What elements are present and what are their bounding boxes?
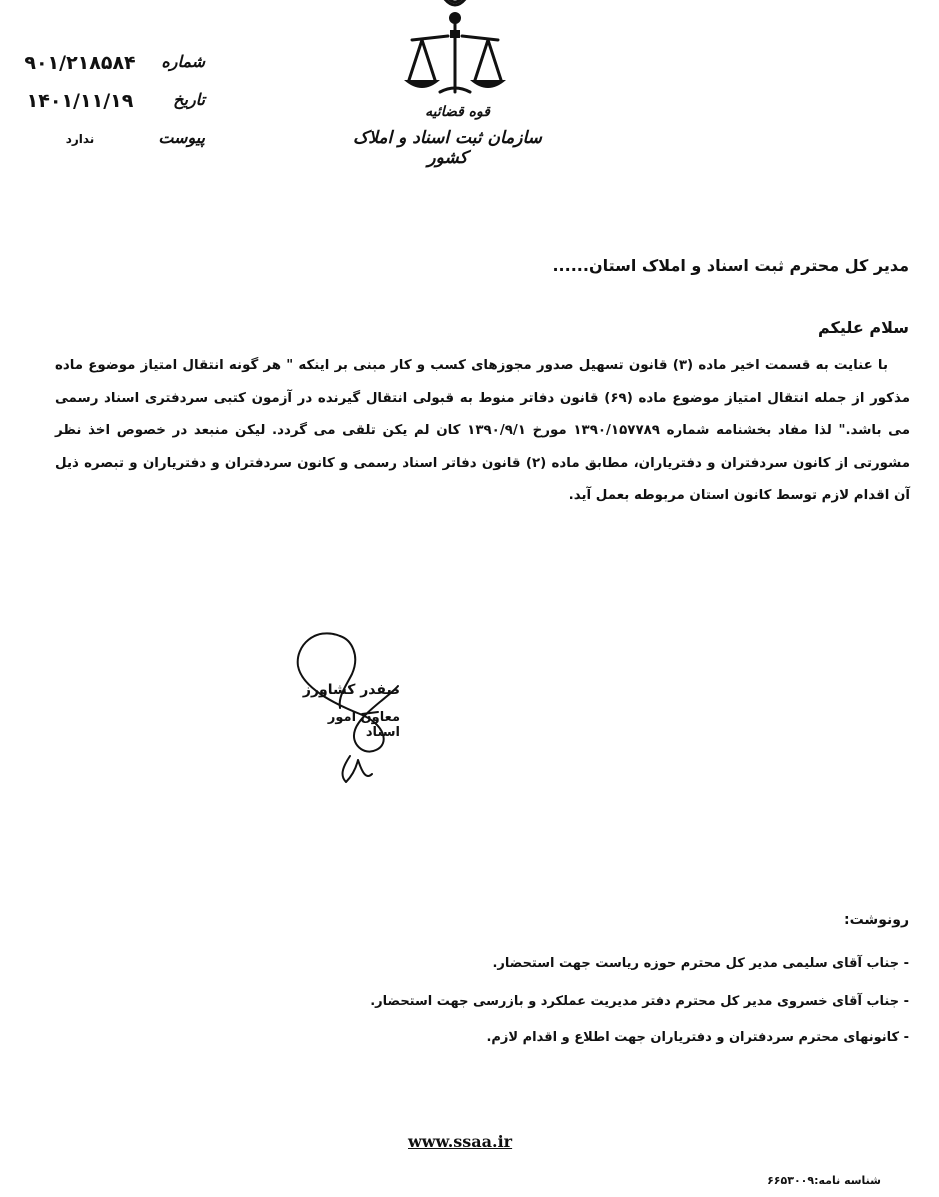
cc-item: - کانونهای محترم سردفتران و دفتریاران جهت اطلاع و اقدام لازم.	[486, 1030, 909, 1045]
website-link[interactable]: www.ssaa.ir	[408, 1132, 513, 1151]
letter-meta	[0, 52, 210, 162]
attachment-row	[0, 128, 205, 158]
recipient-line: مدیر کل محترم ثبت اسناد و املاک استان......	[552, 256, 909, 275]
document-id-label: شناسه نامه:	[814, 1174, 881, 1187]
organization-name: سازمان ثبت اسناد و املاک کشور	[353, 128, 542, 168]
attachment-label: پیوست	[158, 128, 205, 147]
judiciary-label: قوه قضائیه	[425, 104, 490, 120]
date-value: ۱۴۰۱/۱۱/۱۹	[26, 90, 134, 112]
attachment-value: ندارد	[65, 132, 95, 146]
cc-heading: رونوشت:	[844, 912, 909, 928]
cc-item: - جناب آقای خسروی مدیر کل محترم دفتر مدیریت عملکرد و بازرسی جهت استحضار.	[370, 994, 909, 1009]
signer-title: معاون امور اسناد	[327, 710, 400, 740]
document-id-value: ۶۶۵۳۰۰۹	[767, 1174, 815, 1187]
greeting: سلام علیکم	[817, 318, 909, 337]
number-label: شماره	[161, 52, 205, 71]
date-row	[0, 90, 205, 120]
scales-of-justice-logo	[400, 0, 510, 105]
letter-body-text: با عنایت به قسمت اخیر ماده (۳) قانون تسهیل صدور مجوزهای کسب و کار مبنی بر اینکه " هر گونه انتقال امتیاز موضوع ماده مذکور از جمله انتقال امتیاز موضوع ماده (۶۹) قانون دفاتر منوط به قبولی انتقال گیرنده در آزمون کتبی سردفتری اسناد رسمی می باشد." لذا مفاد بخشنامه شماره ۱۳۹۰/۱۵۷۷۸۹ مورخ ۱۳۹۰/۹/۱ کان لم یکن تلقی می گردد. لیکن منبعد در خصوص اخذ نظر مشورتی از کانون سردفتران و دفتریاران، مطابق ماده (۲) قانون دفاتر اسناد رسمی و کانون سردفتران و دفتریاران و تبصره ذیل آن اقدام لازم توسط کانون استان مربوطه بعمل آید.	[55, 358, 910, 504]
letter-body	[55, 350, 910, 513]
signer-name: صفدر کشاورز	[302, 682, 400, 698]
number-value: ۹۰۱/۲۱۸۵۸۴	[24, 52, 136, 74]
cc-item: - جناب آقای سلیمی مدیر کل محترم حوزه ریاست جهت استحضار.	[492, 956, 909, 971]
date-label: تاریخ	[173, 90, 205, 109]
document-id	[767, 1174, 881, 1187]
number-row	[0, 52, 205, 82]
